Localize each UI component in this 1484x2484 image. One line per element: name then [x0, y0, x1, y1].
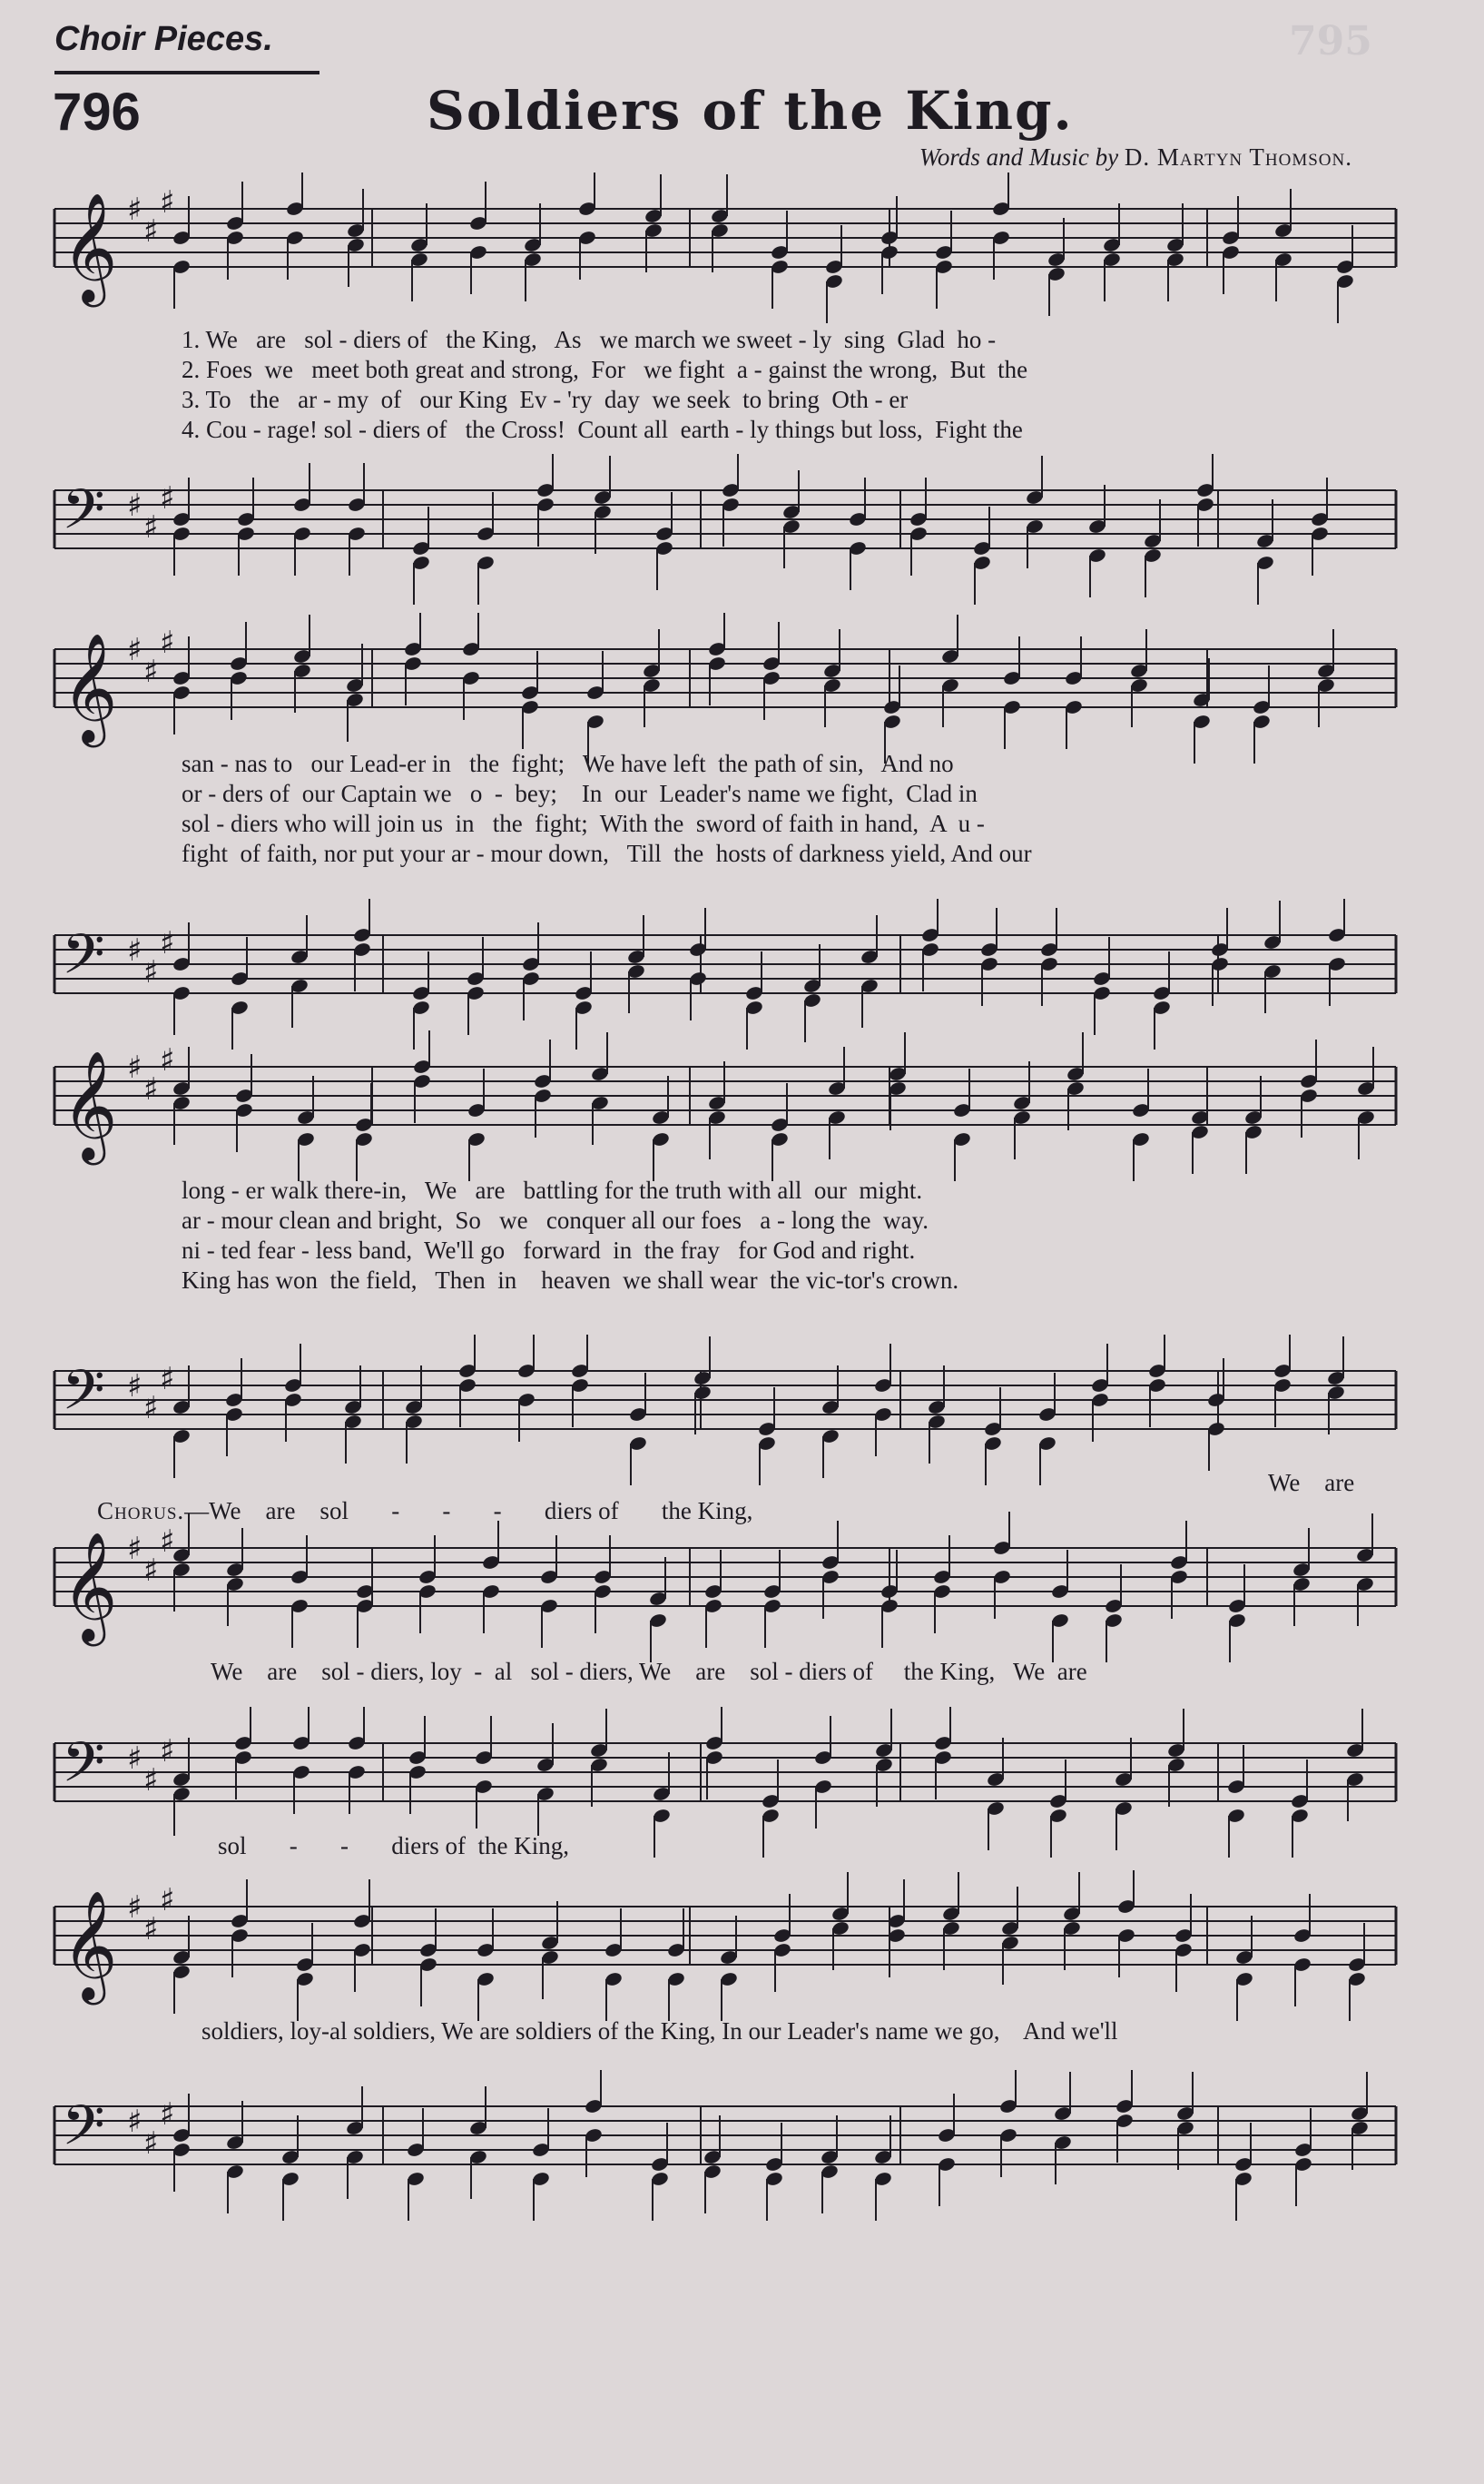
credit-author: D. Martyn Thomson.: [1124, 143, 1352, 171]
verse-2-line: or - ders of our Captain we o - bey; In our Leader's name we fight, Clad in: [182, 780, 978, 807]
sharp-icon: ♯: [143, 1911, 159, 1947]
chorus-line-1-text: —We are sol - - - diers of the King,: [184, 1497, 753, 1524]
bass-clef-icon: 𝄢: [62, 922, 105, 1000]
sharp-icon: ♯: [143, 1390, 159, 1426]
sharp-icon: ♯: [143, 2125, 159, 2162]
sharp-icon: ♯: [160, 1361, 175, 1397]
hymn-number: 796: [53, 83, 141, 142]
sharp-icon: ♯: [127, 192, 143, 228]
chorus-line-3: sol - - diers of the King,: [218, 1832, 569, 1859]
section-rule: [54, 71, 319, 74]
sharp-icon: ♯: [143, 1552, 159, 1589]
treble-clef-icon: 𝄞: [62, 1531, 118, 1641]
sharp-icon: ♯: [143, 954, 159, 991]
sharp-icon: ♯: [127, 1368, 143, 1405]
verse-2-line: ar - mour clean and bright, So we conquer all our foes a - long the way.: [182, 1207, 929, 1234]
sharp-icon: ♯: [143, 1071, 159, 1108]
sharp-icon: ♯: [127, 488, 143, 524]
verse-4-line: King has won the field, Then in heaven we shall wear the vic-tor's crown.: [182, 1267, 959, 1294]
sharp-icon: ♯: [127, 932, 143, 969]
system-4-bass: [0, 1707, 1484, 1888]
system-5-bass: [0, 2070, 1484, 2252]
sharp-icon: ♯: [160, 1042, 175, 1079]
verse-4-line: 4. Cou - rage! sol - diers of the Cross! Count all earth - ly things but loss, Fight the: [182, 416, 1023, 443]
sharp-icon: ♯: [127, 1531, 143, 1567]
credit-prefix: Words and Music by: [919, 143, 1125, 171]
verse-1-line: san - nas to our Lead-er in the fight; We have left the path of sin, And no: [182, 750, 954, 777]
sharp-icon: ♯: [160, 1733, 175, 1769]
bass-clef-icon: 𝄢: [62, 1358, 105, 1436]
sharp-icon: ♯: [160, 2096, 175, 2133]
sharp-icon: ♯: [143, 1762, 159, 1799]
verse-1-line: long - er walk there-in, We are battling for the truth with all our might.: [182, 1177, 923, 1204]
bass-clef-icon: 𝄢: [62, 478, 105, 556]
chorus-line-2: We are sol - diers, loy - al sol - diers, We are sol - diers of the King, We are: [211, 1658, 1087, 1685]
verse-3-line: ni - ted fear - less band, We'll go forward in the fray for God and right.: [182, 1237, 916, 1264]
sharp-icon: ♯: [143, 654, 159, 690]
verse-2-line: 2. Foes we meet both great and strong, For we fight a - gainst the wrong, But the: [182, 356, 1028, 383]
sharp-icon: ♯: [127, 1050, 143, 1086]
sharp-icon: ♯: [143, 509, 159, 546]
verse-3-line: 3. To the ar - my of our King Ev - 'ry day we seek to bring Oth - er: [182, 386, 909, 413]
verses-block-3: [182, 1176, 1398, 1296]
sharp-icon: ♯: [160, 1882, 175, 1918]
hymn-title: Soldiers of the King.: [427, 80, 1074, 142]
bass-clef-icon: 𝄢: [62, 2094, 105, 2172]
sharp-icon: ♯: [143, 213, 159, 250]
verse-1-line: 1. We are sol - diers of the King, As we march we sweet - ly sing Glad ho -: [182, 326, 997, 353]
sharp-icon: ♯: [127, 2104, 143, 2140]
verse-3-line: sol - diers who will join us in the fight; With the sword of faith in hand, A u -: [182, 810, 985, 837]
verses-block-2: [182, 749, 1398, 869]
sharp-icon: ♯: [160, 480, 175, 517]
treble-clef-icon: 𝄞: [62, 192, 118, 302]
chorus-line-1-end: We are: [1268, 1469, 1355, 1496]
sharp-icon: ♯: [160, 925, 175, 961]
sharp-icon: ♯: [160, 1523, 175, 1560]
sharp-icon: ♯: [160, 625, 175, 661]
sharp-icon: ♯: [127, 1740, 143, 1777]
bass-clef-icon: 𝄢: [62, 1730, 105, 1809]
treble-clef-icon: 𝄞: [62, 1050, 118, 1160]
treble-clef-icon: 𝄞: [62, 632, 118, 743]
chorus-label: Chorus.: [97, 1497, 185, 1524]
credit-line: [919, 143, 1352, 172]
verses-block-1: [182, 325, 1398, 445]
chorus-line-4: soldiers, loy-al soldiers, We are soldiers of the King, In our Leader's name we go, And we'll: [201, 2017, 1118, 2045]
system-1-bass: [0, 454, 1484, 636]
sharp-icon: ♯: [127, 632, 143, 668]
verse-4-line: fight of faith, nor put your ar - mour down, Till the hosts of darkness yield, And our: [182, 840, 1032, 867]
sharp-icon: ♯: [160, 184, 175, 221]
sharp-icon: ♯: [127, 1889, 143, 1926]
bleed-through-number: 795: [1289, 18, 1372, 64]
section-label: Choir Pieces.: [54, 20, 273, 58]
treble-clef-icon: 𝄞: [62, 1889, 118, 2000]
